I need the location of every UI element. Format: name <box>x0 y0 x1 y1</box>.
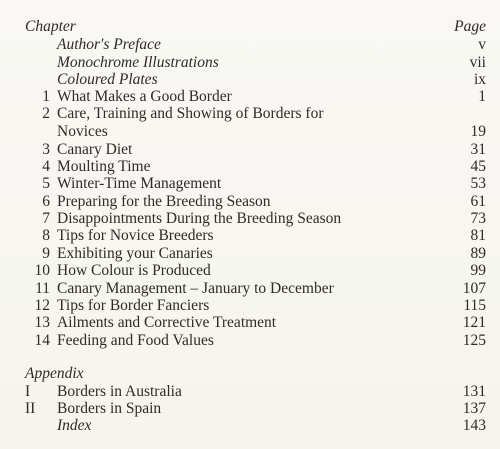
appendix-heading-row <box>0 364 500 384</box>
toc-entry-page: vii <box>469 54 486 71</box>
chapter-title: Canary Management – January to December <box>57 280 334 297</box>
toc-entry-title: Monochrome Illustrations <box>57 54 219 71</box>
chapter-title: Feeding and Food Values <box>57 332 214 349</box>
chapter-page: 1 <box>478 88 486 105</box>
chapter-title: Disappointments During the Breeding Season <box>57 210 342 227</box>
toc-entry-index <box>0 416 500 436</box>
chapter-title-continued: Novices <box>57 123 108 140</box>
chapter-title: What Makes a Good Border <box>57 88 232 105</box>
chapter-number: 3 <box>42 141 50 158</box>
page-column-heading: Page <box>454 18 486 35</box>
appendix-title: Borders in Australia <box>57 383 182 400</box>
toc-entry-title: Coloured Plates <box>57 71 158 88</box>
chapter-number: 1 <box>42 88 50 105</box>
chapter-page: 125 <box>462 332 486 349</box>
chapter-page: 115 <box>463 297 486 314</box>
chapter-title: Ailments and Corrective Treatment <box>57 314 277 331</box>
chapter-page: 19 <box>470 123 486 140</box>
chapter-number: 9 <box>42 245 50 262</box>
contents-header <box>0 17 500 37</box>
chapter-number: 14 <box>34 332 50 349</box>
chapter-number: 7 <box>42 210 50 227</box>
toc-entry-title: Author's Preface <box>57 36 161 53</box>
toc-entry-chapter <box>0 174 500 194</box>
chapter-title: Care, Training and Showing of Borders for <box>57 105 324 122</box>
chapter-page: 73 <box>470 210 486 227</box>
toc-entry-chapter <box>0 313 500 333</box>
chapter-number: 6 <box>42 193 50 210</box>
chapter-page: 89 <box>470 245 486 262</box>
chapter-title: Winter-Time Management <box>57 175 222 192</box>
toc-entry-chapter <box>0 104 500 124</box>
chapter-number: 12 <box>34 297 50 314</box>
chapter-title: Canary Diet <box>57 141 133 158</box>
chapter-page: 81 <box>470 227 486 244</box>
toc-entry-chapter <box>0 226 500 246</box>
appendix-title: Borders in Spain <box>57 400 162 417</box>
toc-entry-front-matter <box>0 35 500 55</box>
chapter-title: Tips for Border Fanciers <box>57 297 210 314</box>
chapter-number: 4 <box>42 158 50 175</box>
chapter-page: 107 <box>462 280 486 297</box>
chapter-title: Moulting Time <box>57 158 151 175</box>
chapter-number: 11 <box>35 280 50 297</box>
chapter-number: 8 <box>42 227 50 244</box>
chapter-title: How Colour is Produced <box>57 262 211 279</box>
toc-entry-page: v <box>478 36 486 53</box>
chapter-number: 5 <box>42 175 50 192</box>
chapter-page: 99 <box>470 262 486 279</box>
appendix-page: 131 <box>462 383 486 400</box>
index-page: 143 <box>462 417 486 434</box>
appendix-number: II <box>25 400 36 417</box>
appendix-page: 137 <box>462 400 486 417</box>
appendix-number: I <box>25 383 31 400</box>
chapter-title: Preparing for the Breeding Season <box>57 193 271 210</box>
toc-entry-chapter <box>0 261 500 281</box>
chapter-page: 121 <box>462 314 486 331</box>
chapter-title: Exhibiting your Canaries <box>57 245 213 262</box>
chapter-number: 13 <box>34 314 50 331</box>
toc-entry-page: ix <box>473 71 486 88</box>
chapter-number: 10 <box>34 262 50 279</box>
chapter-page: 45 <box>470 158 486 175</box>
chapter-title: Tips for Novice Breeders <box>57 227 214 244</box>
toc-entry-chapter-continued <box>0 122 500 142</box>
chapter-page: 53 <box>470 175 486 192</box>
chapter-number: 2 <box>42 105 50 122</box>
appendix-heading: Appendix <box>25 365 84 382</box>
chapter-page: 61 <box>470 193 486 210</box>
index-title: Index <box>57 417 92 434</box>
chapter-page: 31 <box>470 141 486 158</box>
toc-entry-chapter <box>0 331 500 351</box>
chapter-column-heading: Chapter <box>25 18 76 35</box>
